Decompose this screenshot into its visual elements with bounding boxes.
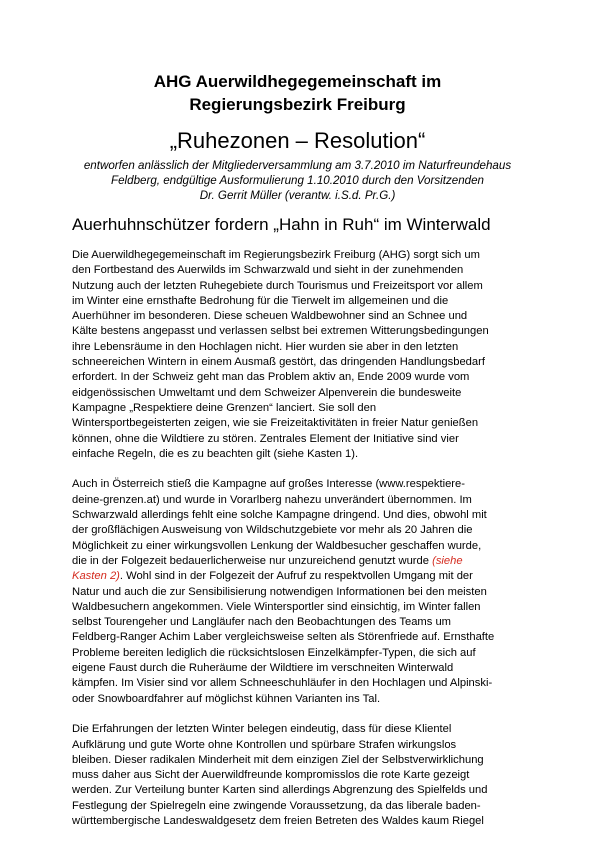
text-line: Schwarzwald allerdings fehlt eine solche Kampagne dringend. Und dies, obwohl mit	[72, 509, 487, 522]
text-line: Die Auerwildhegegemeinschaft im Regierungsbezirk Freiburg (AHG) sorgt sich um	[72, 249, 480, 261]
text-line: deine-grenzen.at) und wurde in Vorarlberg nahezu unverändert übernommen. Im	[72, 493, 472, 506]
paragraph-3	[72, 722, 532, 829]
subtitle-line: entworfen anlässlich der Mitgliederversammlung am 3.7.2010 im Naturfreundehaus	[83, 159, 512, 172]
text-line: Auch in Österreich stieß die Kampagne auf großes Interesse (www.respektiere-	[72, 478, 465, 491]
text-line: Kampagne „Respektiere deine Grenzen“ lanciert. Sie soll den	[72, 401, 377, 414]
text-line: kämpfen. Im Visier sind vor allem Schneeschuhläufer in den Hochlagen und Alpinski-	[72, 677, 493, 690]
text-line: werden. Zur Verteilung bunter Karten sind allerdings Abgrenzung des Spielfelds und	[72, 784, 488, 797]
subtitle-line: Dr. Gerrit Müller (verantw. i.S.d. Pr.G.)	[199, 189, 396, 203]
text-segment: die in der Folgezeit bedauerlicherweise nur unzureichend genutzt wurde	[72, 554, 433, 567]
text-line: Probleme bereiten lediglich die rücksichtslosen Einzelkämpfer-Typen, die sich auf	[72, 646, 476, 659]
text-line: im Winter eine ernsthafte Bedrohung für die Tierwelt im allgemeinen und die	[72, 294, 449, 307]
text-line: den Fortbestand des Auerwilds im Schwarzwald und sieht in der zunehmenden	[72, 264, 464, 277]
text-line: schneereichen Wintern in einem Ausmaß gestört, das dringenden Handlungsbedarf	[72, 356, 485, 369]
text-line: Nutzung auch der letzten Ruhegebiete durch Tourismus und Freizeitsport vor allem	[72, 279, 483, 292]
text-line: württembergische Landeswaldgesetz dem freien Betreten des Waldes kaum Riegel	[72, 814, 484, 827]
paragraph-2	[72, 477, 532, 706]
text-line: ihre Lebensräume in den Hochlagen nicht. Hier wurden sie aber in den letzten	[72, 340, 459, 353]
text-line: Die Erfahrungen der letzten Winter belegen eindeutig, dass für diese Klientel	[72, 723, 452, 736]
text-line: Wintersportbegeisterten zeigen, wie sie Freizeitaktivitäten in freier Natur genießen	[72, 417, 479, 430]
organization-name: AHG Auerwildhegegemeinschaft im	[153, 72, 442, 91]
text-line: Aufklärung und gute Worte ohne Kontrollen und spürbare Strafen wirkungslos	[72, 738, 457, 751]
text-line: Festlegung der Spielregeln eine zwingende Voraussetzung, da das liberale baden-	[72, 799, 481, 812]
text-line: Waldbesuchern angekommen. Viele Wintersportler sind einsichtig, im Winter fallen	[72, 600, 481, 613]
text-line: können, ohne die Wildtiere zu stören. Zentrales Element der Initiative sind vier	[72, 432, 459, 445]
subtitle-line: Feldberg, endgültige Ausformulierung 1.10.2010 durch den Vorsitzenden	[111, 174, 484, 188]
article-body	[72, 248, 532, 845]
text-line	[72, 554, 532, 569]
paragraph-1	[72, 248, 532, 462]
text-line: eidgenössischen Umweltamt und dem Schweizer Alpenverein die bundesweite	[72, 386, 462, 399]
box-reference: Kasten 2)	[72, 570, 120, 583]
box-reference: (siehe	[432, 554, 463, 567]
text-line: Kälte bestens angepasst und verlassen selbst bei extremen Witterungsbedingungen	[72, 325, 489, 338]
article-headline: Auerhuhnschützer fordern „Hahn in Ruh“ im Winterwald	[72, 215, 491, 234]
text-segment: . Wohl sind in der Folgezeit der Aufruf zu respektvollen Umgang mit der	[119, 570, 473, 583]
text-line: Auerhühner im besonderen. Diese scheuen Waldbewohner sind an Schnee und	[72, 310, 468, 323]
text-line	[72, 569, 532, 584]
text-line: Möglichkeit zu einer wirkungsvollen Lenkung der Waldbesucher geschaffen wurde,	[72, 539, 482, 552]
organization-heading	[0, 70, 595, 116]
text-line: Natur und auch die zur Sensibilisierung notwendigen Informationen bei den meisten	[72, 585, 487, 598]
resolution-title: „Ruhezonen – Resolution“	[169, 128, 426, 153]
text-line: erfordert. In der Schweiz geht man das Problem aktiv an, Ende 2009 wurde vom	[72, 371, 470, 384]
text-line: bleiben. Dieser radikalen Minderheit mit dem einzigen Ziel der Selbstverwirklichung	[72, 753, 484, 766]
text-line: einfache Regeln, die es zu beachten gilt (siehe Kasten 1).	[72, 447, 359, 460]
text-line: muss daher aus Sicht der Auerwildfreunde kompromisslos die rote Karte gezeigt	[72, 769, 470, 782]
text-line: oder Snowboardfahrer auf möglichst kühnen Varianten ins Tal.	[72, 692, 381, 705]
text-line: Feldberg-Ranger Achim Laber vergleichsweise selten als Störenfriede auf. Ernsthafte	[72, 631, 495, 644]
text-line: eigene Faust durch die Ruheräume der Wildtiere im verschneiten Winterwald	[72, 662, 454, 675]
resolution-subtitle	[40, 158, 555, 204]
organization-region: Regierungsbezirk Freiburg	[189, 95, 406, 114]
text-line: der großflächigen Ausweisung von Wildschutzgebiete vor mehr als 20 Jahren die	[72, 524, 473, 537]
text-line: selbst Tourengeher und Langläufer nach den Beobachtungen des Teams um	[72, 616, 451, 629]
